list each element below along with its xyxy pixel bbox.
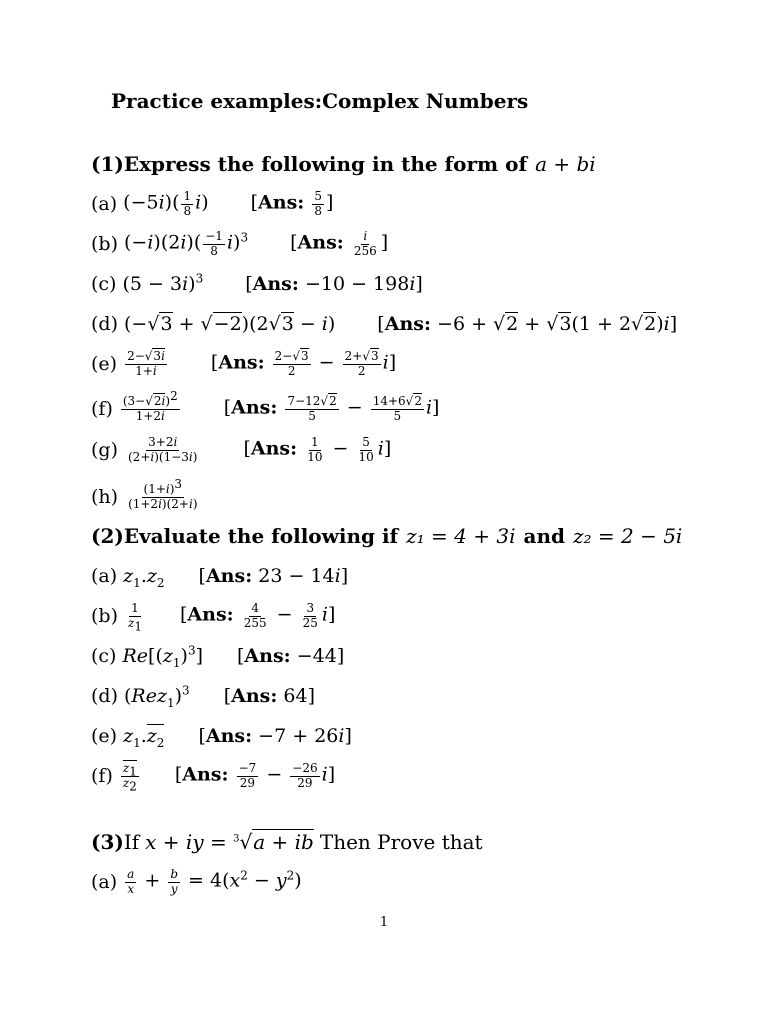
exercise-1a xyxy=(91,182,333,226)
exercise-2b xyxy=(91,594,335,638)
section-2-condition-2: z₂ = 2 − 5i xyxy=(572,524,683,548)
question-expression: (−5i)( $\frac{1}{8}$ i) xyxy=(123,189,209,218)
section-1-form: a + bi xyxy=(535,152,596,176)
answer: [Ans: −44] xyxy=(237,645,345,667)
ans-label: Ans: xyxy=(182,764,229,786)
section-2-heading xyxy=(91,514,682,558)
answer: [Ans: $\frac{-7}{29}$ − $\frac{-26}{29}$ i] xyxy=(174,761,336,790)
exercise-1c xyxy=(91,262,423,306)
question-expression: $Re[(z_1)^3]$ xyxy=(122,643,203,670)
ans-label: Ans: xyxy=(231,685,278,707)
item-label: (d) xyxy=(91,685,118,707)
item-label: (a) xyxy=(91,565,118,587)
section-2-heading-text: Evaluate the following if xyxy=(123,524,399,548)
section-1-number: (1) xyxy=(91,152,124,176)
answer: [Ans: $\frac{1}{10}$ − $\frac{5}{10}$ i] xyxy=(243,435,392,464)
question-expression: $z_1.z_2$ xyxy=(123,565,165,590)
answer: [Ans: 23 − 14i] xyxy=(198,565,349,587)
question-expression: $\frac{1}{z_1}$ xyxy=(128,601,142,633)
answer: [Ans: $\frac{7-12√2}{5}$ − $\frac{14+6√2}{5}$ i] xyxy=(223,394,440,423)
section-3-heading-text: If xyxy=(123,830,140,854)
ans-label: Ans: xyxy=(187,604,234,626)
ans-label: Ans: xyxy=(244,645,291,667)
section-2-connector: and xyxy=(523,524,565,548)
item-label: (b) xyxy=(91,605,118,627)
section-1-heading xyxy=(91,142,596,186)
exercise-2d xyxy=(91,674,315,718)
ans-label: Ans: xyxy=(384,313,431,335)
answer: [Ans: 64] xyxy=(223,685,316,707)
item-label: (g) xyxy=(91,439,118,461)
ans-label: Ans: xyxy=(258,192,305,214)
ans-label: Ans: xyxy=(250,438,298,460)
answer: [Ans: −10 − 198i] xyxy=(245,273,423,295)
ans-label: Ans: xyxy=(205,565,253,587)
section-2-number: (2) xyxy=(91,524,124,548)
question-expression: $\frac{(3-√2i)^2}{1+2i}$ xyxy=(122,389,178,423)
exercise-2f xyxy=(91,754,335,798)
exercise-2a xyxy=(91,554,348,598)
exercise-2e xyxy=(91,714,352,758)
exercise-3a xyxy=(91,860,302,904)
question-expression: (−√3 + √−2)(2√3 − i) xyxy=(124,313,336,335)
question-expression: $\frac{(1+i)^3}{(1+2i)(2+i)}$ xyxy=(128,477,198,511)
item-label: (f) xyxy=(91,765,113,787)
question-expression: $\frac{z_1}{z_2}$ xyxy=(122,761,137,793)
item-label: (c) xyxy=(91,273,117,295)
answer: [Ans: $\frac{2-√3}{2}$ − $\frac{2+√3}{2}$ i] xyxy=(210,349,397,378)
item-label: (f) xyxy=(91,398,113,420)
exercise-2c xyxy=(91,634,344,678)
ans-label: Ans: xyxy=(297,232,344,254)
item-label: (d) xyxy=(91,313,118,335)
ans-label: Ans: xyxy=(218,352,265,374)
item-label: (e) xyxy=(91,353,118,375)
page-title: Practice examples:Complex Numbers xyxy=(111,89,529,113)
answer: [Ans: −7 + 26i] xyxy=(198,725,352,747)
item-label: (a) xyxy=(91,193,118,215)
exercise-1f xyxy=(91,387,439,431)
question-expression: $\frac{3+2i}{(2+i)(1-3i)}$ xyxy=(128,435,198,464)
ans-label: Ans: xyxy=(205,725,253,747)
question-expression: $\frac{2-√3i}{1+i}$ xyxy=(127,349,165,378)
exercise-1d xyxy=(91,302,677,346)
item-label: (a) xyxy=(91,871,118,893)
answer: [Ans: $\frac{5}{8}$ ] xyxy=(250,189,334,218)
section-1-heading-text: Express the following in the form of xyxy=(123,152,528,176)
answer: [Ans: $\frac{i}{256}$ ] xyxy=(290,229,389,258)
section-3-number: (3) xyxy=(91,830,124,854)
item-label: (c) xyxy=(91,645,117,667)
item-label: (b) xyxy=(91,233,118,255)
answer: [Ans: $\frac{4}{255}$ − $\frac{3}{25}$ i] xyxy=(179,601,336,630)
section-2-condition-1: z₁ = 4 + 3i xyxy=(406,524,516,548)
question-expression: $z_1.z_2$ xyxy=(123,725,165,750)
exercise-1h xyxy=(91,475,202,519)
exercise-1e xyxy=(91,342,396,386)
exercise-1b xyxy=(91,222,388,266)
question-expression: $(5 - 3i)^3$ xyxy=(122,271,204,295)
exercise-1g xyxy=(91,428,391,472)
page-number: 1 xyxy=(379,915,389,930)
section-3-expression: x + iy = $^3$√a + ib xyxy=(145,830,314,854)
ans-label: Ans: xyxy=(252,273,299,295)
item-label: (h) xyxy=(91,486,119,508)
item-label: (e) xyxy=(91,725,118,747)
question-expression: $\frac{a}{x}$ + $\frac{b}{y}$ = $4(x^2 - y^2)$ xyxy=(127,867,302,896)
question-expression: (−i)(2i)( $\frac{-1}{8}$ i)$^3$ xyxy=(124,229,249,258)
question-expression: $(Rez_1)^3$ xyxy=(124,683,190,710)
section-3-heading xyxy=(91,820,483,864)
answer: [Ans: −6 + √2 + √3(1 + 2√2)i] xyxy=(377,313,678,335)
section-3-tail: Then Prove that xyxy=(319,830,483,854)
ans-label: Ans: xyxy=(231,397,278,419)
